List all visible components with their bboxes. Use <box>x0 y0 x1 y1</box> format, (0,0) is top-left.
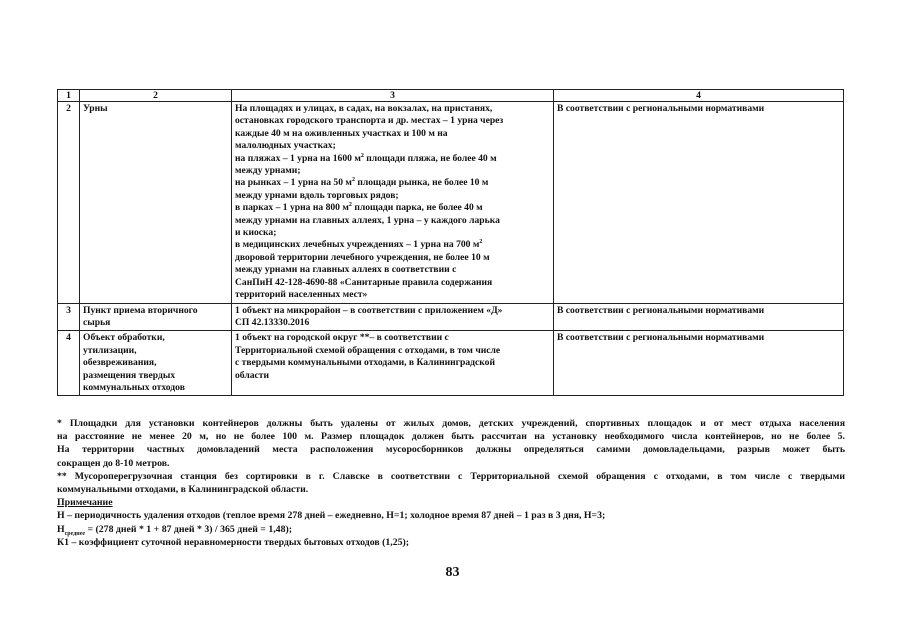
norm-text-line: между урнами на главных аллеях в соответствии с <box>235 264 457 276</box>
norm-text-line: в медицинских лечебных учреждениях – 1 урна на 700 $м^2$ <box>235 239 483 251</box>
object-name-line: Пункт приема вторичного <box>83 304 198 316</box>
remark: В соответствии с региональными нормативами <box>554 102 844 304</box>
note-average <box>57 523 845 536</box>
footnote-containers <box>57 417 845 470</box>
object-name <box>80 303 232 331</box>
note-coefficient: К1 – коэффициент суточной неравномерности твердых бытовых отходов (1,25); <box>57 536 410 548</box>
row-number: 3 <box>58 303 80 331</box>
row-number: 4 <box>58 331 80 396</box>
header-col-1: 1 <box>58 90 80 102</box>
table-body <box>58 102 844 396</box>
norm-text-line: 1 объект на микрорайон – в соответствии с приложением «Д» <box>235 304 503 316</box>
footnote-line: * Площадки для установки контейнеров должны быть удалены от жилых домов, детских учреждений, спортивных площадок и от мест отдыха населения <box>57 418 845 429</box>
norm-text-line: На площадях и улицах, в садах, на вокзалах, на пристанях, <box>235 103 493 114</box>
note-periodicity: Н – периодичность удаления отходов (теплое время 278 дней – ежедневно, Н=1; холодное время 87 дней – 1 раз в 3 дня, Н=3; <box>57 510 606 522</box>
page-number: 83 <box>445 565 460 580</box>
object-name-line: обезвреживания, <box>83 357 157 369</box>
norm-text-line: с твердыми коммунальными отходами, в Калининградской <box>235 357 496 369</box>
object-name-line: Объект обработки, <box>83 332 165 344</box>
object-name-line: Урны <box>83 103 108 114</box>
norm-text-line: между урнами; <box>235 165 301 177</box>
norm-text-line: остановках городского транспорта и др. местах – 1 урна через <box>235 115 504 127</box>
header-col-3: 3 <box>232 90 554 102</box>
norm-text-line: между урнами вдоль торговых рядов; <box>235 189 399 201</box>
note-average-symbol: Н <box>57 523 65 535</box>
norm-text-line: на пляжах – 1 урна на 1600 $м^2$ площади пляжа, не более 40 м <box>235 152 497 164</box>
object-name <box>80 102 232 304</box>
object-name-line: сырья <box>83 316 111 328</box>
norm-text-line: дворовой территории лечебного учреждения, не более 10 м <box>235 251 490 263</box>
norm-text-line: и киоска; <box>235 227 277 239</box>
norm-text-line: СП 42.13330.2016 <box>235 316 310 328</box>
norm-text <box>232 303 554 331</box>
table-row <box>58 331 844 396</box>
table-row <box>58 303 844 331</box>
note-average-formula: = (278 дней * 1 + 87 дней * 3) / 365 дней = 1,48); <box>85 523 292 535</box>
footnote-line: ** Мусороперегрузочная станция без сортировки в г. Славске в соответствии с Территориальной схемой обращения с отходами, в том числе с твердыми <box>57 470 845 482</box>
notes-section <box>57 417 845 549</box>
remark: В соответствии с региональными нормативами <box>554 303 844 331</box>
note-average-subscript: среднее <box>64 530 86 537</box>
norm-text-line: СанПиН 42-128-4690-88 «Санитарные правила содержания <box>235 276 493 288</box>
norm-text <box>232 102 554 304</box>
row-number: 2 <box>58 102 80 304</box>
header-col-4: 4 <box>554 90 844 102</box>
header-col-2: 2 <box>80 90 232 102</box>
norm-text-line: каждые 40 м на оживленных участках и 100 м на <box>235 127 448 139</box>
object-name-line: коммунальных отходов <box>83 381 185 393</box>
object-name-line: утилизации, <box>83 344 137 356</box>
norms-table <box>57 89 844 396</box>
table-header-row <box>58 90 844 102</box>
norm-text-line: 1 объект на городской округ **– в соответствии с <box>235 332 449 344</box>
norm-text-line: в парках – 1 урна на 800 $м^2$ площади парка, не более 40 м <box>235 202 483 214</box>
table-row <box>58 102 844 304</box>
footnote-line: коммунальными отходами, в Калининградской области. <box>57 484 309 496</box>
norm-text-line: малолюдных участках; <box>235 140 336 152</box>
remark: В соответствии с региональными нормативами <box>554 331 844 396</box>
object-name-line: размещения твердых <box>83 369 176 381</box>
norm-text-line: на рынках – 1 урна на 50 $м^2$ площади рынка, не более 10 м <box>235 177 489 189</box>
footnote-line: на расстояние не менее 20 м, но не более 100 м. Размер площадок должен быть рассчитан на установку необходимого числа контейнеров, но не более 5. <box>57 431 845 443</box>
norm-text-line: Территориальной схемой обращения с отходами, в том числе <box>235 344 501 356</box>
footnote-line: На территории частных домовладений места расположения мусоросборников должны определяться самими домовладельцами, разрыв может быть <box>57 444 845 456</box>
norm-text <box>232 331 554 396</box>
object-name <box>80 331 232 396</box>
norm-text-line: территорий населенных мест» <box>235 289 368 301</box>
footnote-station <box>57 470 845 496</box>
note-title: Примечание <box>57 497 113 509</box>
footnote-line: сокращен до 8-10 метров. <box>57 457 170 469</box>
norm-text-line: области <box>235 369 270 381</box>
norm-text-line: между урнами на главных аллеях, 1 урна – у каждого ларька <box>235 214 500 226</box>
